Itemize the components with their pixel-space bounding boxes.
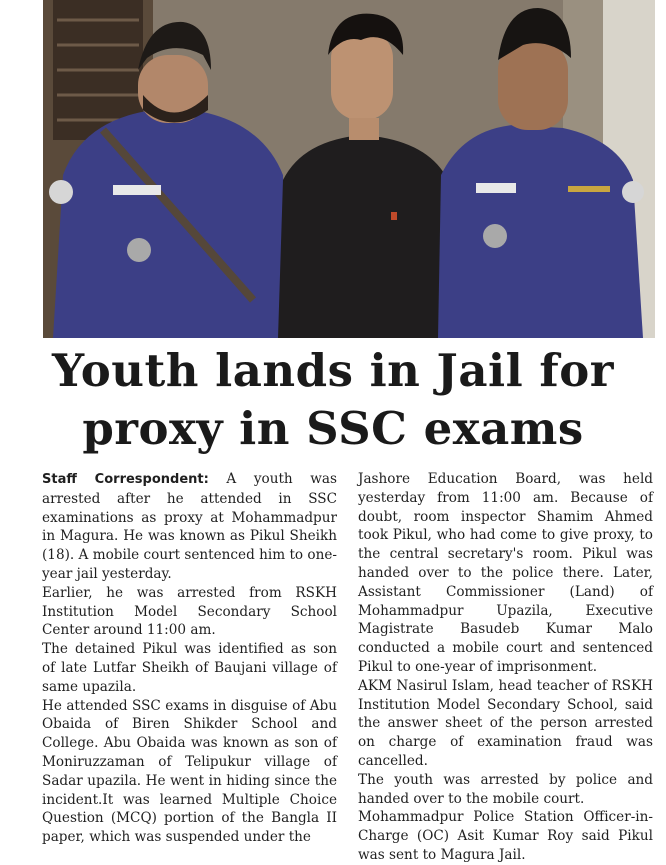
article-paragraph (42, 470, 337, 584)
article-paragraph: Jashore Education Board, was held yesterday from 11:00 am. Because of doubt, room inspector Shamim Ahmed took Pikul, who had come to give proxy, to the central secretary's room. Pikul was handed over to the police there. Later, Assistant Commissioner (Land) of Mohammadpur Upazila, Executive Magistrate Basudeb Kumar Malo conducted a mobile court and sentenced Pikul to one-year of imprisonment. (358, 471, 653, 675)
article-body (42, 470, 654, 863)
article-paragraph: The detained Pikul was identified as son of late Lutfar Sheikh of Baujani village of same upazila. (42, 641, 337, 695)
news-photo (43, 0, 655, 338)
news-photo-illustration (43, 0, 655, 338)
article-paragraph: The youth was arrested by police and handed over to the mobile court. (358, 771, 653, 807)
article-lead: A youth was arrested after he attended in SSC examinations as proxy at Mohammadpur in Magura. He was known as Pikul Sheikh (18). A mobile court sentenced him to one-year jail yesterday. (42, 471, 337, 582)
article-paragraph: Mohammadpur Police Station Officer-in-Charge (OC) Asit Kumar Roy said Pikul was sent to Magura Jail. (358, 809, 653, 863)
article-paragraph: AKM Nasirul Islam, head teacher of RSKH Institution Model Secondary School, said the answer sheet of the person arrested on charge of examination fraud was cancelled. (358, 677, 653, 769)
article-paragraph: He attended SSC exams in disguise of Abu Obaida of Biren Shikder School and College. Abu Obaida was known as son of Moniruzzaman of Telipukur village of Sadar upazila. He went in hiding since the incident.It was learned Multiple Choice Question (MCQ) portion of the Bangla II paper, which was suspended under the (42, 697, 337, 846)
headline (0, 342, 666, 458)
article-paragraph: Earlier, he was arrested from RSKH Institution Model Secondary School Center around 11:00 am. (42, 584, 337, 639)
byline: Staff Correspondent: (42, 472, 209, 487)
headline-line-2: proxy in SSC exams (82, 402, 584, 455)
headline-line-1: Youth lands in Jail for (52, 344, 614, 397)
article-column-left (42, 470, 337, 847)
article-column-right (358, 470, 653, 865)
